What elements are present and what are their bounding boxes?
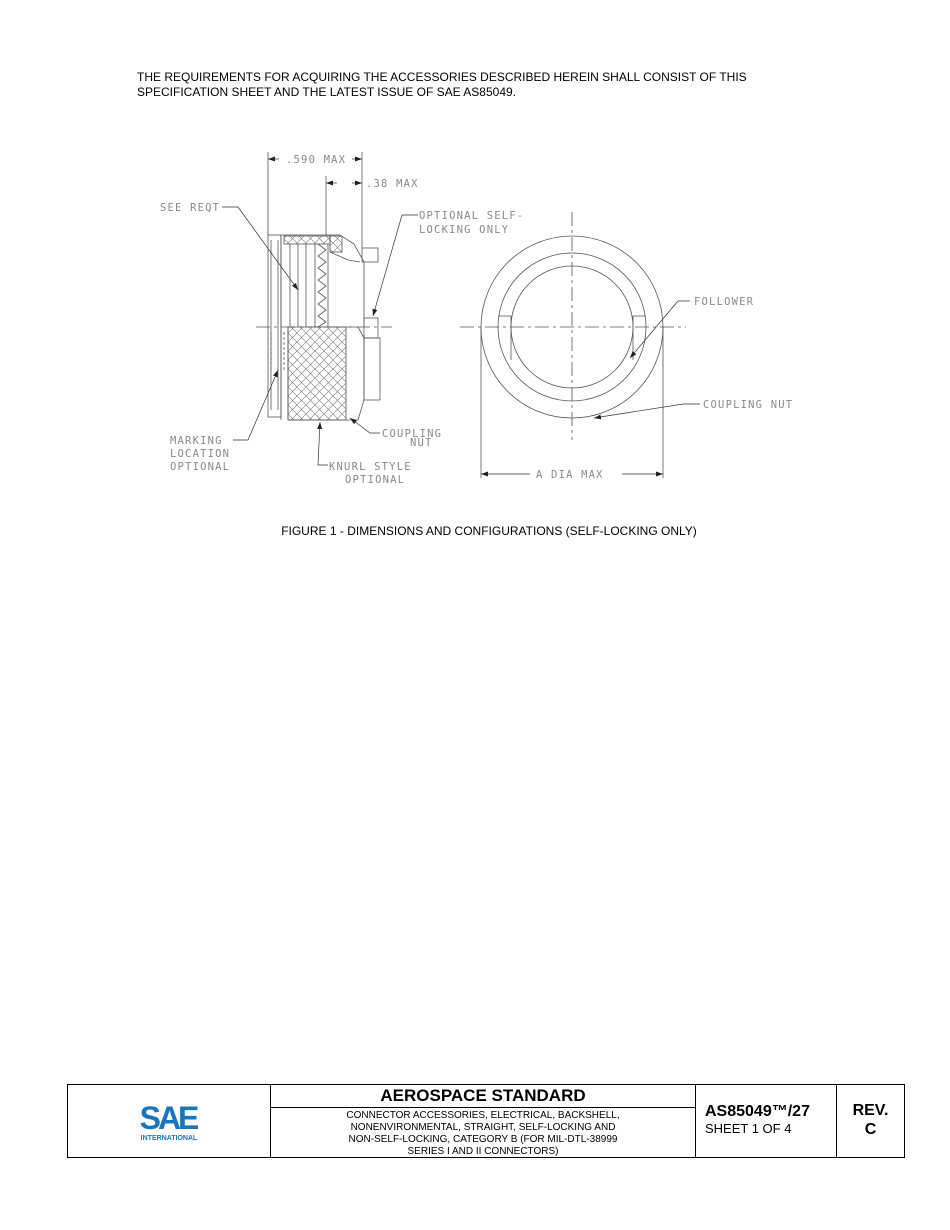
sheet-number: SHEET 1 OF 4 <box>705 1121 792 1136</box>
title-cell <box>271 1085 696 1157</box>
knurl-label-1: KNURL STYLE <box>329 461 412 473</box>
optional-self-locking-label-2: LOCKING ONLY <box>419 224 510 236</box>
dimension-lines <box>268 159 663 474</box>
revision-cell <box>837 1085 904 1157</box>
description-line-1: CONNECTOR ACCESSORIES, ELECTRICAL, BACKSHELL, <box>346 1110 620 1121</box>
marking-label-3: OPTIONAL <box>170 461 231 473</box>
requirements-line-1: THE REQUIREMENTS FOR ACQUIRING THE ACCESSORIES DESCRIBED HEREIN SHALL CONSIST OF THIS <box>137 70 747 84</box>
knurl-label-2: OPTIONAL <box>345 474 406 486</box>
coupling-nut-right-label: COUPLING NUT <box>703 399 794 411</box>
sae-logo-icon <box>136 1100 200 1144</box>
logo-cell <box>68 1085 271 1157</box>
figure-caption: FIGURE 1 - DIMENSIONS AND CONFIGURATIONS (SELF-LOCKING ONLY) <box>281 524 697 538</box>
front-view <box>460 212 686 478</box>
revision-label: REV. <box>852 1102 889 1119</box>
dim-nut-label: .38 MAX <box>366 178 419 190</box>
document-number: AS85049™/27 <box>705 1103 810 1120</box>
description-line-4: SERIES I AND II CONNECTORS) <box>407 1146 559 1157</box>
description-line-2: NONENVIRONMENTAL, STRAIGHT, SELF-LOCKING AND <box>350 1122 616 1133</box>
document-number-cell <box>696 1085 837 1157</box>
dia-label: A DIA MAX <box>536 469 604 481</box>
requirements-line-2: SPECIFICATION SHEET AND THE LATEST ISSUE OF SAE AS85049. <box>137 85 517 99</box>
title-block <box>67 1084 905 1158</box>
optional-self-locking-label-1: OPTIONAL SELF- <box>419 210 525 222</box>
standard-title: AEROSPACE STANDARD <box>271 1085 695 1108</box>
marking-label-2: LOCATION <box>170 448 231 460</box>
see-reqt-label: SEE REQT <box>160 202 221 214</box>
coupling-nut-label-1: COUPLING <box>382 428 443 440</box>
revision-value: C <box>864 1121 877 1138</box>
logo-subtext: INTERNATIONAL <box>140 1135 198 1142</box>
follower-label: FOLLOWER <box>694 296 755 308</box>
standard-description <box>271 1108 695 1158</box>
coupling-nut-label-2: NUT <box>410 437 433 449</box>
side-view <box>256 152 392 420</box>
marking-label-1: MARKING <box>170 435 223 447</box>
logo-text: SAE <box>139 1100 197 1136</box>
description-line-3: NON-SELF-LOCKING, CATEGORY B (FOR MIL-DTL-38999 <box>348 1134 618 1145</box>
dim-overall-label: .590 MAX <box>286 154 347 166</box>
figure-1-drawing <box>0 0 950 520</box>
